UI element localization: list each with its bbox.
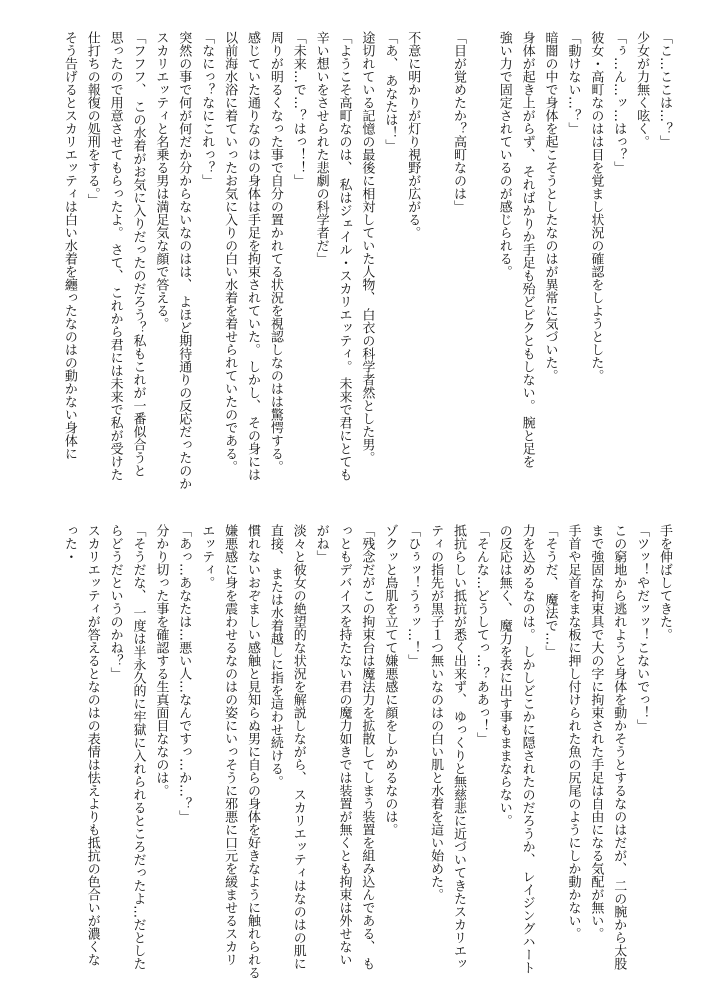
text-line: 「あっ…あなたは…悪い人…なんですっ…か…？」 (176, 524, 192, 823)
text-line: この窮地から逃れようと身体を動かそうとするなのはだが、 二の腕から太股 (611, 524, 627, 971)
text-block-top (57, 31, 675, 501)
text-line: 「残念だがこの拘束台は魔法力を拡散してしまう装置を組み込んである、 も (359, 524, 375, 971)
text-line: 身体が起き上がらず、 そればかりか手足も殆どピクともしない。 腕と足を (519, 31, 535, 469)
text-line: 「なにっ？なにこれっ？」 (199, 31, 215, 187)
text-line: 思ったので用意させてもらったよ。 さて、 これから君には未来で私が受けた (107, 31, 123, 482)
text-line: ティの指先が黒子１つ無いなのはの白い肌と水着を這い始めた。 (428, 524, 444, 901)
text-line: 「そうだ、 魔法で…」 (542, 524, 558, 659)
text-line: 「ひぅッ！うぅッ…！」 (405, 524, 421, 667)
text-line: 「ようこそ高町なのは、 私はジェイル・スカリエッティ。 未来で君にとても (336, 31, 352, 482)
text-line: 「そうだな、 一度は半永久的に牢獄に入れられるところだったよ…だとした (130, 524, 146, 971)
text-line: 以前海水浴に着ていったお気に入りの白い水着を着せられていたのである。 (222, 31, 238, 473)
text-line: らどうだというのかね？」 (107, 524, 123, 680)
text-line: 不意に明かりが灯り視野が広がる。 (405, 31, 421, 239)
text-line: 手首や足首をまな板に押し付けられた魚の尻尾のようにしか動かない。 (565, 524, 581, 940)
text-block-bottom (57, 524, 675, 994)
text-line: 嫌悪感に身を震わせるなのはの姿にいっそうに邪悪に口元を緩ませるスカリ (222, 524, 238, 966)
text-line: 力を込めるなのは。 しかしどこかに隠されたのだろうか、 レイジングハート (519, 524, 535, 975)
text-line: 「ぅ…ん…ッ…はっ？」 (611, 31, 627, 174)
text-line: がね」 (313, 524, 329, 563)
text-line: 分かり切った事を確認する生真面目ななのは。 (153, 524, 169, 797)
text-line: そう告げるとスカリエッティは白い水着を纏ったなのはの動かない身体に (61, 31, 77, 460)
text-line: っともデバイスを持たない君の魔力如きでは装置が無くとも拘束は外せない (336, 524, 352, 966)
text-line: ゾクッと鳥肌を立てて嫌悪感に顔をしかめるなのは。 (382, 524, 398, 836)
text-line: 強い力で固定されているのが感じられる。 (496, 31, 512, 278)
text-line: 「未来…で…？はっ！！」 (290, 31, 306, 187)
text-line: 周りが明るくなった事で自分の置かれてる状況を視認しなのはは驚愕する。 (267, 31, 283, 473)
text-line: 「動けない…？」 (565, 31, 581, 135)
text-line: 彼女・高町なのはは目を覚まし状況の確認をしようとした。 (588, 31, 604, 382)
text-line: 少女が力無く呟く。 (634, 31, 650, 148)
text-line: 「こ…ここは…？」 (657, 31, 672, 148)
text-line: った・ (61, 524, 77, 563)
text-line: 直接、 または水着越しに指を這わせ続ける。 (267, 524, 283, 789)
text-line: 暗闇の中で身体を起こそうとしたなのはが異常に気づいた。 (542, 31, 558, 382)
text-line: 突然の事で何が何だか分からないなのはは、 よほど期待通りの反応だったのか (176, 31, 192, 491)
text-line: 「目が覚めたか？高町なのは」 (450, 31, 466, 213)
text-line: スカリエッティが答えるとなのはの表情は怯えよりも抵抗の色合いが濃くな (84, 524, 100, 966)
text-line: 感じていた通りなのはの身体は手足を拘束されていた。 しかし、 その身には (244, 31, 260, 482)
text-line: 「あ、 あなたは！」 (382, 31, 398, 153)
text-line: 途切れている記憶の最後に相対していた人物、 白衣の科学者然とした男。 (359, 31, 375, 465)
text-line: の反応は無く、 魔力を表に出す事もままならない。 (496, 524, 512, 828)
text-line: エッティ。 (199, 524, 215, 589)
text-line: 抵抗らしい抵抗が悉く出来ず、 ゆっくりと無慈悲に近づいてきたスカリエッ (450, 524, 466, 971)
text-line: 「ツッ！やだッッ！こないでっ！」 (634, 524, 650, 732)
text-line: 「そんな…どうしてっ…？ああっ！」 (473, 524, 489, 745)
text-line: 仕打ちの報復の処刑をする。」 (84, 31, 100, 207)
text-line: 淡々と彼女の絶望的な状況を解説しながら、 スカリエッティはなのはの肌に (290, 524, 306, 971)
text-line: 辛い想いをさせられた悲劇の科学者だ」 (313, 31, 329, 265)
text-line: スカリエッティと名乗る男は満足気な顔で答える。 (153, 31, 169, 330)
blank-line (469, 31, 492, 501)
text-line: 慣れないおぞましい感触と見知らぬ男に自らの身体を好きなように触れられる (244, 524, 260, 979)
text-line: 「フフフ、 この水着がお気に入りだったのだろう？私もこれが一番似合うと (130, 31, 146, 478)
text-line: 手を伸ばしてきた。 (657, 524, 672, 641)
text-line: まで強固な拘束具で大の字に拘束された手足は自由になる気配が無い。 (588, 524, 604, 940)
blank-line (423, 31, 446, 501)
